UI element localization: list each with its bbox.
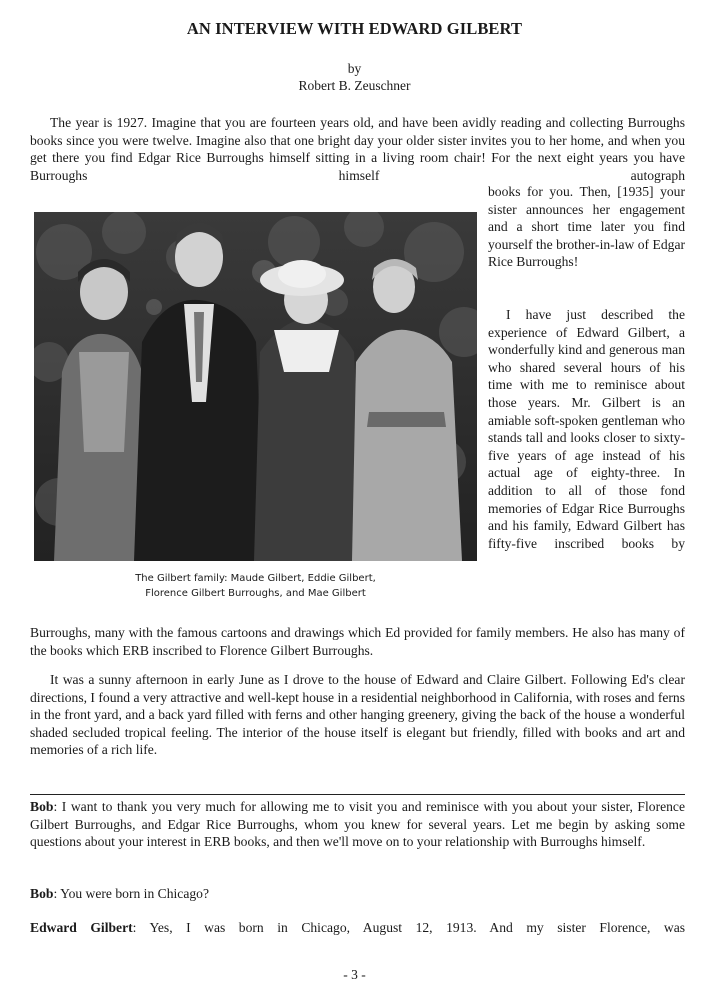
interview-exchange-3 xyxy=(30,919,685,954)
intro-paragraph-2-continued: Burroughs, many with the famous cartoons and drawings which Ed provided for family members. He also has many of the books which ERB inscribed to Florence Gilbert Burroughs. xyxy=(30,625,685,658)
photo-caption-line-1: The Gilbert family: Maude Gilbert, Eddie Gilbert, xyxy=(135,573,376,584)
intro-paragraph-3: It was a sunny afternoon in early June as I drove to the house of Edward and Claire Gilbert. Following Ed's clear directions, I found a very attractive and well-kept house in a residential neighborhood in California, with roses and ferns in the front yard, and a back yard filled with ferns and other hanging greenery, giving the back of the house a wonderful shaded secluded tropical feeling. The interior of the house itself is elegant but friendly, filled with books and art and memories of a rich life. xyxy=(30,672,685,758)
intro-side-column-1: books for you. Then, [1935] your sister announces her engagement and a short time later you find yourself the brother-in-law of Edgar Rice Burroughs! xyxy=(488,184,685,270)
section-divider xyxy=(30,794,685,795)
intro-paragraph-1: The year is 1927. Imagine that you are fourteen years old, and have been avidly reading and collecting Burroughs books since you were twelve. Imagine also that one bright day your older sister invites you to her home, and when you get there you find Edgar Rice Burroughs himself sitting in a living room chair! For the next eight years you have Burroughs himself autograph xyxy=(30,115,685,183)
family-photo-image xyxy=(34,212,477,561)
photo-caption xyxy=(34,571,477,601)
photo-caption-line-2: Florence Gilbert Burroughs, and Mae Gilbert xyxy=(145,588,366,599)
interview-exchange-1 xyxy=(30,798,685,851)
speaker-label: Bob xyxy=(30,886,54,901)
interview-text: I want to thank you very much for allowing me to visit you and reminisce with you about your sister, Florence Gilbert Burroughs, and Edgar Rice Burroughs, whom you knew for several years. Let me begin by asking some questions about your interest in ERB books, and then we'll move on to your relationship with Burroughs himself. xyxy=(30,799,685,850)
article-title: AN INTERVIEW WITH EDWARD GILBERT xyxy=(186,19,523,38)
interview-exchange-2 xyxy=(30,885,685,903)
interview-text: You were born in Chicago? xyxy=(60,886,209,901)
family-photo xyxy=(34,212,477,561)
speaker-colon: : xyxy=(53,886,61,901)
speaker-colon: : xyxy=(132,920,150,935)
interview-text: Yes, I was born in Chicago, August 12, 1913. And my sister Florence, was xyxy=(149,920,686,935)
byline: by xyxy=(347,61,362,76)
page-number: - 3 - xyxy=(343,967,366,982)
intro-side-column-2: I have just described the experience of Edward Gilbert, a wonderfully kind and generous man who shared several hours of his time with me to reminisce about those years. Mr. Gilbert is an amiable soft-spoken gentleman who stands tall and looks closer to sixty-five years of age instead of his actual age of eighty-three. In addition to all of those fond memories of Edgar Rice Burroughs and his family, Edward Gilbert has fifty-five inscribed books by xyxy=(488,307,685,551)
speaker-label: Bob xyxy=(30,799,54,814)
author-name: Robert B. Zeuschner xyxy=(298,78,411,93)
speaker-colon: : xyxy=(53,799,62,814)
speaker-label: Edward Gilbert xyxy=(30,920,133,935)
